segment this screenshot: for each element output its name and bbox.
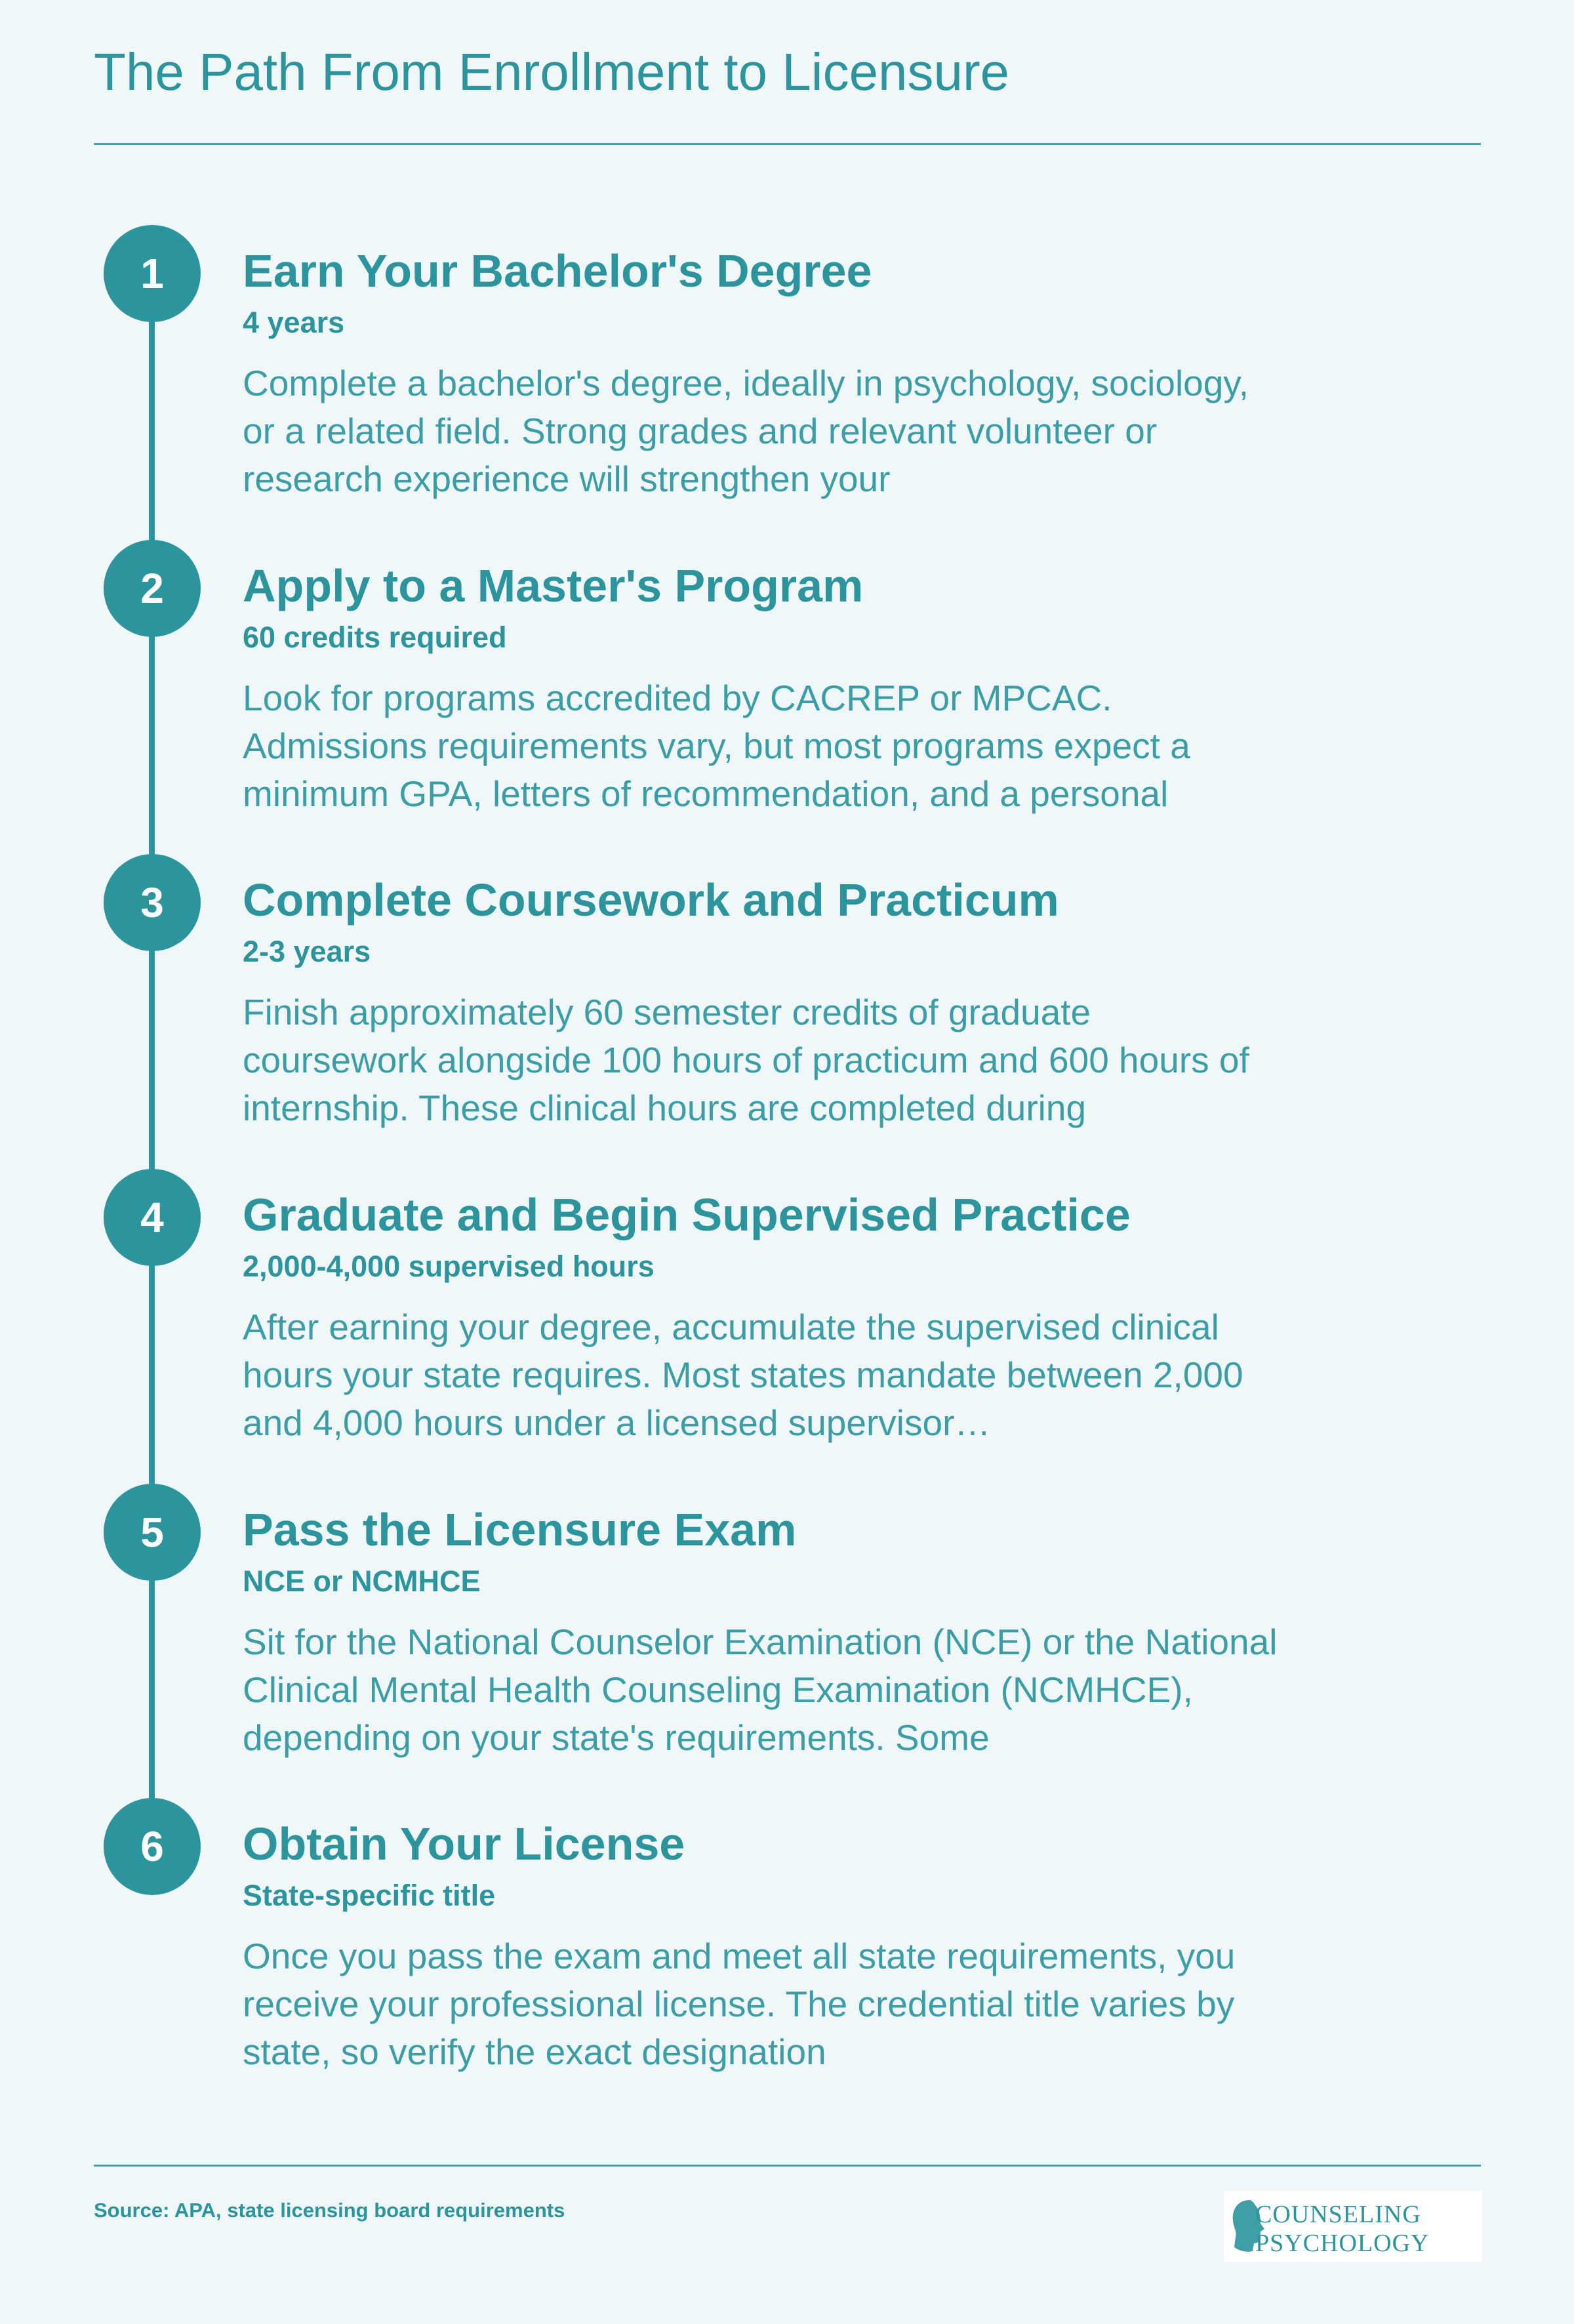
step-number-badge: 1 [104,225,201,322]
step-6 [0,1798,1574,2106]
page-title: The Path From Enrollment to Licensure [94,43,1010,101]
counseling-psychology-logo [1224,2191,1482,2262]
step-title: Pass the Licensure Exam [243,1504,797,1555]
step-1 [0,225,1574,533]
step-number-badge: 4 [104,1169,201,1266]
step-number-badge: 6 [104,1798,201,1895]
step-meta: 2,000-4,000 supervised hours [243,1250,655,1283]
step-title: Apply to a Master's Program [243,560,864,611]
logo-line-2: PSYCHOLOGY [1255,2230,1430,2257]
step-3 [0,854,1574,1162]
step-meta: 60 credits required [243,621,507,654]
step-description: Finish approximately 60 semester credits of graduate coursework alongside 100 hours of practicum and 600 hours of internship. These clinical hours are completed during [243,992,1249,1128]
step-description: Look for programs accredited by CACREP or MPCAC. Admissions requirements vary, but most programs expect a minimum GPA, letters of recommendation, and a personal [243,678,1190,814]
source-citation: Source: APA, state licensing board requirements [94,2199,565,2222]
step-4 [0,1169,1574,1477]
step-5 [0,1484,1574,1792]
step-meta: 4 years [243,306,345,339]
step-description: After earning your degree, accumulate the supervised clinical hours your state requires. Most states mandate between 2,000 and 4,000 hours under a licensed supervisor… [243,1307,1243,1443]
step-title: Complete Coursework and Practicum [243,874,1059,926]
step-meta: 2-3 years [243,935,371,968]
step-description: Sit for the National Counselor Examination (NCE) or the National Clinical Mental Health Counseling Examination (NCMHCE), depending on your state's requirements. Some [243,1621,1278,1758]
step-meta: State-specific title [243,1879,496,1912]
step-meta: NCE or NCMHCE [243,1564,481,1598]
step-description: Once you pass the exam and meet all state requirements, you receive your professional license. The credential title varies by state, so verify the exact designation [243,1936,1236,2072]
step-2 [0,540,1574,848]
footer-divider [94,2165,1481,2167]
step-title: Obtain Your License [243,1818,685,1869]
step-title: Earn Your Bachelor's Degree [243,245,872,296]
step-title: Graduate and Begin Supervised Practice [243,1189,1131,1240]
header-divider [94,143,1481,145]
step-description: Complete a bachelor's degree, ideally in psychology, sociology, or a related field. Strong grades and relevant volunteer or research experience will strengthen your [243,363,1249,499]
step-number-badge: 3 [104,854,201,951]
step-number-badge: 5 [104,1484,201,1581]
step-number-badge: 2 [104,540,201,637]
logo-line-1: COUNSELING [1255,2201,1421,2228]
